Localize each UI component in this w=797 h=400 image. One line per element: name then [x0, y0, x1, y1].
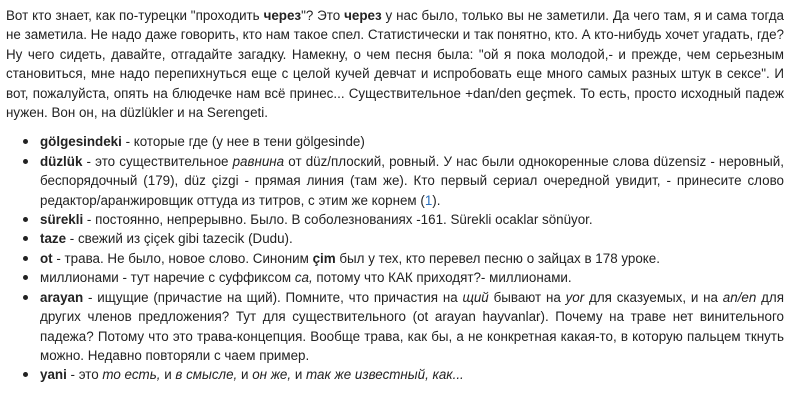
term: arayan [40, 289, 84, 305]
term: gölgesindeki [40, 134, 122, 150]
definition: и [237, 367, 253, 383]
term: ot [40, 250, 53, 266]
definition: и [291, 367, 307, 383]
emphasis: равнина [232, 153, 285, 169]
bullet-icon [23, 159, 28, 164]
list-item [23, 288, 784, 366]
definition: для других членов предложения? Тут для существительного (ot arayan hayvanlar). Почему на траве нет винительного падежа? Потому что это трава-концепция. Вообще трава, как бы, а не конкретная какая-то, в которую пальцем ткнуть можно. Недавно повторяли с чаем пример. [40, 289, 784, 363]
intro-text: у нас было, только вы не заметили. Да чего там, я и сама тогда не заметила. Не надо даже говорить, кто нам такое спел. Статистически и так понятно, кто. А кто-нибудь хочет угадать, где? Ну чего сидеть, давайте, отгадайте загадку. Намекну, о чем песня была: "ой я пока молодой,- и прежде, чем серьезным становиться, мне надо перепихнуться еще с целой кучей девчат и испробовать еще много самых разных штук в сексе". И вот, пожалуйста, опять на блюдечке нам всё принес... Существительное +dan/den geçmek. То есть, просто исходный падеж нужен. Вон он, на düzlükler и на Serengeti. [6, 8, 784, 121]
glossary-list [6, 132, 784, 384]
list-item [23, 268, 784, 287]
intro-bold-word: через [344, 8, 382, 23]
term: sürekli [40, 212, 84, 228]
intro-paragraph [6, 6, 784, 122]
definition: - это [66, 367, 103, 383]
definition: - постоянно, непрерывно. Было. В соболезнованиях -161. Sürekli ocaklar sönüyor. [83, 212, 593, 228]
emphasis: он же, [252, 367, 292, 383]
list-item [23, 229, 784, 248]
definition: и [160, 367, 176, 383]
term: yani [40, 367, 67, 383]
definition: от düz/плоский, ровный. У нас были однокоренные слова düzensiz - неровный, беспорядочный (179), düz çizgi - прямая линия (там же). Кто первый сериал очередной увидит, - принесите слово редактор/аранжировщик оттуда из титров, с этим же корнем ( [40, 153, 784, 208]
bullet-icon [23, 217, 28, 222]
definition: - которые где (у нее в тени gölgesinde) [121, 134, 365, 150]
intro-text: Вот кто знает, как по-турецки "проходить [6, 8, 264, 23]
term: taze [40, 231, 67, 247]
bullet-icon [23, 236, 28, 241]
bullet-icon [23, 295, 28, 300]
emphasis: так же известный, как... [306, 367, 464, 383]
definition: - это существительное [82, 153, 233, 169]
definition: потому что КАК приходят?- миллионами. [312, 270, 572, 286]
term: düzlük [40, 153, 83, 169]
list-item [23, 132, 784, 151]
definition: бывают на [488, 289, 566, 305]
definition: - трава. Не было, новое слово. Синоним [52, 250, 313, 266]
definition: - ищущие (причастие на щий). Помните, что причастия на [83, 289, 463, 305]
emphasis: ca, [294, 270, 313, 286]
bullet-icon [23, 372, 28, 377]
emphasis: щий [462, 289, 489, 305]
definition: для сказуемых, и на [584, 289, 723, 305]
definition: - свежий из çiçek gibi tazecik (Dudu). [66, 231, 293, 247]
emphasis: то есть, [102, 367, 161, 383]
intro-text: "? Это [301, 8, 345, 23]
bullet-icon [23, 256, 28, 261]
intro-bold-word: через [263, 8, 302, 23]
bullet-icon [23, 139, 28, 144]
reference-link[interactable]: 1 [424, 192, 433, 208]
list-item [23, 249, 784, 268]
definition: ). [432, 192, 441, 208]
list-item [23, 210, 784, 229]
emphasis: yor [565, 289, 585, 305]
bullet-icon [23, 275, 28, 280]
definition: был у тех, кто перевел песню о зайцах в 178 уроке. [335, 250, 660, 266]
list-item [23, 152, 784, 210]
list-item [23, 365, 784, 384]
emphasis: в смысле, [175, 367, 238, 383]
term: çim [312, 250, 336, 266]
emphasis: an/en [722, 289, 757, 305]
definition: миллионами - тут наречие с суффиксом [40, 270, 295, 286]
